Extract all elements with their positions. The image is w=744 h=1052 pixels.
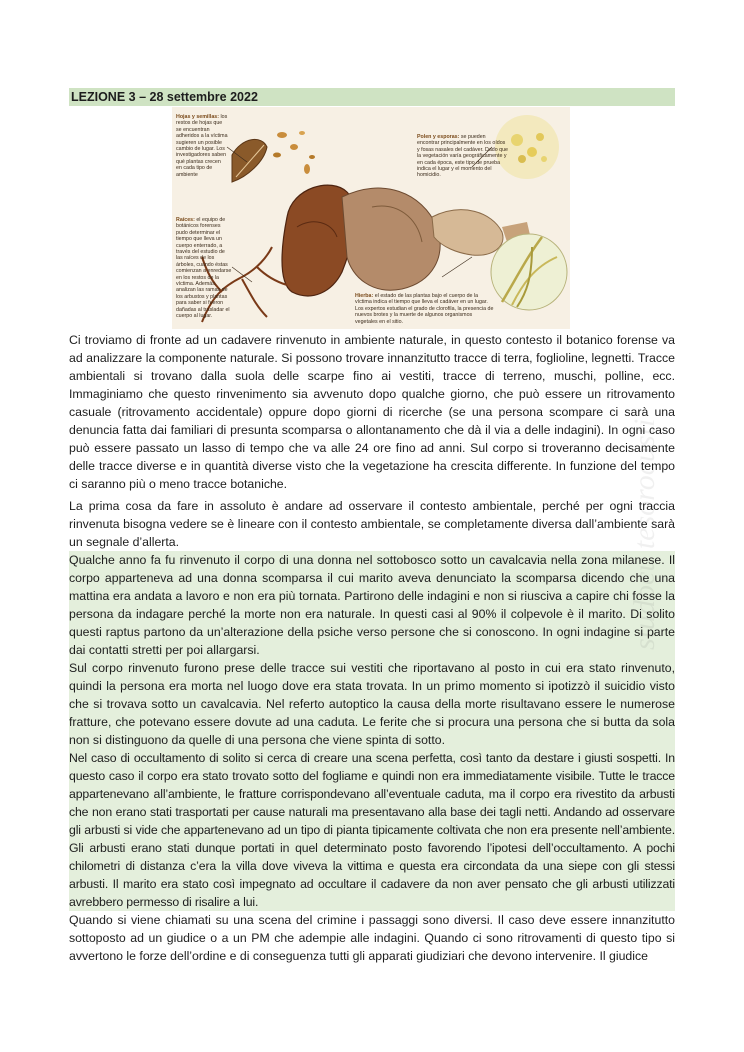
- paragraph-case: Qualche anno fa fu rinvenuto il corpo di una donna nel sottobosco sotto un cavalcavia nella zona milanese. Il corpo apparteneva ad una donna scomparsa il cui marito aveva denunciato la scomparsa dicendo che una mattina era andata a lavoro e non era più tornata. Partirono delle indagini e non si riusciva a capire chi fosse la persona da indagare perché la morte non era naturale. In questi casi al 90% il colpevole è il marito. Di solito questi raptus partono da un’alterazione della psiche verso persone che si conoscono. In ogni indagine si parte dai contatti stretti per poi allargarsi.: [69, 553, 675, 657]
- watermark: studocu tesorocusti: [628, 418, 661, 650]
- paragraph-crime-scene: Quando si viene chiamati su una scena del crimine i passaggi sono diversi. Il caso deve essere innanzitutto sottoposto ad un giudice o a un PM che adempie alle indagini. Quando ci sono ritrovamenti di questo tipo si avvertono le forze dell’ordine e di conseguenza tutti gli apparati giudiziari che devono intervenire. Il giudice: [69, 913, 675, 963]
- caption-raices: Raíces: el equipo de botánicos forenses pudo determinar el tiempo que lleva un cuerpo enterrado, a través del estudio de las raíces de los árboles, cuando éstas comienzan a enredarse en los restos de la víctima. Además, analizan las ramas de los arbustos y plantas para saber si fueron dañadas al trasladar el cuerpo al lugar.: [176, 217, 232, 320]
- paragraph-occultation: Nel caso di occultamento di solito si cerca di creare una scena perfetta, così tanto da destare i giusti sospetti. In questo caso il corpo era stato trovato sotto del fogliame e quindi non era immediatamente visibile. Tutte le tracce appartenevano all’ambiente, le fratture corrispondevano all’eventuale caduta, ma il corpo era rivestito da arbusti che non erano stati trasportati per cause naturali ma presentavano alla base dei tagli netti. Andando ad osservare gli arbusti si vide che appartenevano ad un tipo di pianta tipicamente coltivata che non era presente nell’ambiente. Gli arbusti erano stati dunque portati in quel determinato posto favorendo l’ipotesi dell’occultamento. A pochi chilometri di distanza c’era la villa dove viveva la vittima e questa era circondata da una siepe con gli stessi arbusti. Il marito era stato così impegnato ad occultare il cadavere da non aver pensato che gli arbusti utilizzati avrebbero permesso di risalire a lui.: [69, 751, 675, 909]
- caption-hojas: Hojas y semillas: los restos de hojas que se encuentran adheridos a la víctima sugieren un posible cambio de lugar. Los investigadores saben qué plantas crecen en cada tipo de ambiente: [176, 114, 228, 178]
- caption-polen: Polen y esporas: se pueden encontrar principalmente en los oídos y fosas nasales del cadáver. Dado que la vegetación varía geográficamente y en cada época, este tipo de prueba indica el lugar y el momento del homicidio.: [417, 134, 508, 179]
- paragraph-traces: Sul corpo rinvenuto furono prese delle tracce sui vestiti che riportavano al posto in cui era stato rinvenuto, quindi la persona era morta nel luogo dove era stata trovata. In un primo momento si ipotizzò il suicidio visto che si trovava sotto un cavalcavia. Nel referto autoptico la causa della morte risultavano essere le numerose fratture, che potevano essere dovute ad una caduta. Le ferite che si procura una persona che si butta da sola non si distinguono da quelle di una persona che viene spinta di sotto.: [69, 661, 675, 747]
- paragraph-context: La prima cosa da fare in assoluto è andare ad osservare il contesto ambientale, perché per ogni traccia rinvenuta bisogna vedere se è lineare con il contesto ambientale, se completamente diversa dall’ambiente sarà un segnale d’allerta.: [69, 499, 675, 549]
- grass-icon: [491, 234, 567, 310]
- caption-hierba: Hierba: el estado de las plantas bajo el cuerpo de la víctima indica el tiempo que lleva el cadáver en un lugar. Los expertos estudian el grado de clorofila, la presencia de nuevos brotes y la muerte de algunos organismos vegetales en el sitio.: [355, 293, 494, 325]
- lesson-heading: LEZIONE 3 – 28 settembre 2022: [69, 88, 675, 106]
- forensic-botany-illustration: [172, 107, 570, 329]
- paragraph-intro: Ci troviamo di fronte ad un cadavere rinvenuto in ambiente naturale, in questo contesto il botanico forense va ad analizzare la componente naturale. Si possono trovare innanzitutto tracce di terra, foglioline, legnetti. Tracce ambientali si trovano dalla suola delle scarpe fino ai vestiti, tracce di terreno, muschi, polline, ecc. Immaginiamo che questo rinvenimento sia avvenuto dopo qualche giorno, che può essere un ritrovamento casuale (ritrovamento accidentale) oppure dopo giorni di ricerche (se una persona scompare ci sarà una denuncia fatta dai familiari di presunta scomparsa o allontanamento che dà il via a delle indagini). In ogni caso può essere passato un lasso di tempo che va alle 24 ore fino ad anni. Sul corpo si troveranno decisamente delle tracce diverse e in quantità diverse visto che la vegetazione ha crescita differente. In funzione del tempo ci saranno più o meno tracce botaniche.: [69, 333, 675, 491]
